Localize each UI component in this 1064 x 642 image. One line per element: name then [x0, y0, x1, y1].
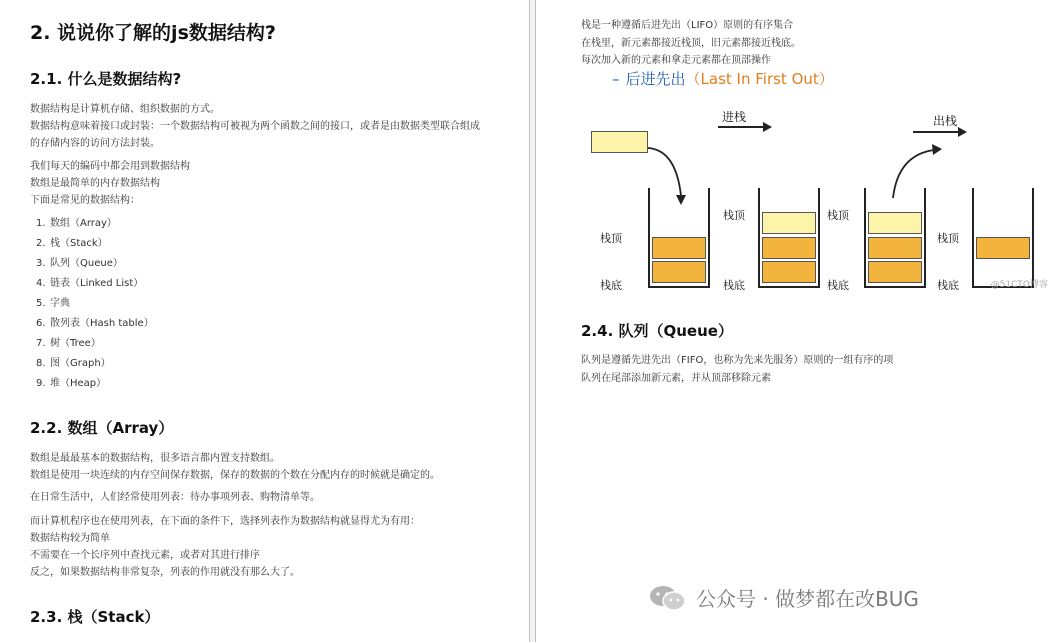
paragraph-line: 每次加入新的元素和拿走元素都在顶部操作 — [581, 55, 771, 66]
stack-block — [868, 261, 922, 283]
heading-2-1: 2.1. 什么是数据结构? — [30, 70, 182, 88]
paragraph-line: 数组是使用一块连续的内存空间保存数据，保存的数据的个数在分配内存的时候就是确定的。 — [30, 470, 440, 481]
stack-bottom-label: 栈底 — [937, 279, 959, 292]
data-structure-list — [36, 214, 154, 394]
paragraph-line: 数组是最最基本的数据结构，很多语言都内置支持数组。 — [30, 453, 280, 464]
stack-bottom-label: 栈底 — [827, 279, 849, 292]
list-item: 4. 链表（Linked List） — [36, 278, 144, 289]
paragraph-line: 数据结构较为简单 — [30, 533, 110, 544]
stack-top-label: 栈顶 — [723, 209, 745, 222]
stack-block — [652, 237, 706, 259]
paragraph-line: 的存储内容的访问方法封装。 — [30, 138, 160, 149]
list-item: 3. 队列（Queue） — [36, 258, 123, 269]
list-item: 2. 栈（Stack） — [36, 238, 108, 249]
wechat-watermark — [648, 583, 919, 612]
list-item: 9. 堆（Heap） — [36, 378, 107, 389]
paragraph-line: 下面是常见的数据结构： — [30, 195, 140, 206]
stack-block — [976, 237, 1030, 259]
right-page — [536, 0, 1064, 642]
stack-block — [652, 261, 706, 283]
paragraph-line: 在日常生活中，人们经常使用列表：待办事项列表、购物清单等。 — [30, 492, 320, 503]
stack-block — [868, 237, 922, 259]
push-label: 进栈 — [722, 110, 747, 124]
paragraph-line: 在栈里，新元素都接近栈顶，旧元素都接近栈底。 — [581, 38, 801, 49]
paragraph-line: 数组是最简单的内存数据结构 — [30, 178, 160, 189]
paragraph-line: 而计算机程序也在使用列表，在下面的条件下，选择列表作为数据结构就显得尤为有用： — [30, 516, 420, 527]
stack-container — [864, 188, 926, 288]
stack-block — [868, 212, 922, 234]
pop-label: 出栈 — [933, 114, 958, 128]
paragraph-line: 不需要在一个长序列中查找元素，或者对其进行排序 — [30, 550, 260, 561]
wechat-account-text: 公众号 · 做梦都在改BUG — [696, 587, 919, 611]
wechat-icon — [648, 584, 688, 612]
paragraph-line: 反之，如果数据结构非常复杂，列表的作用就没有那么大了。 — [30, 567, 300, 578]
list-item: 1. 数组（Array） — [36, 218, 117, 229]
lifo-slogan: – 后进先出（Last In First Out） — [612, 70, 834, 88]
stack-top-label: 栈顶 — [937, 232, 959, 245]
paragraph-line: 栈是一种遵循后进先出（LIFO）原则的有序集合 — [581, 20, 794, 31]
paragraph-line: 队列在尾部添加新元素，并从顶部移除元素 — [581, 373, 771, 384]
stack-container — [648, 188, 710, 288]
stack-top-label: 栈顶 — [827, 209, 849, 222]
paragraph-line: 数据结构意味着接口或封装：一个数据结构可被视为两个函数之间的接口，或者是由数据类型联合组成 — [30, 121, 480, 132]
stack-bottom-label: 栈底 — [600, 279, 622, 292]
paragraph-line: 我们每天的编码中都会用到数据结构 — [30, 161, 190, 172]
stack-block — [762, 237, 816, 259]
stack-bottom-label: 栈底 — [723, 279, 745, 292]
stack-top-label: 栈顶 — [600, 232, 622, 245]
stack-container — [972, 188, 1034, 288]
left-page — [0, 0, 528, 642]
list-item: 5. 字典 — [36, 298, 70, 309]
page-divider — [529, 0, 536, 642]
list-item: 8. 图（Graph） — [36, 358, 111, 369]
section-title: 2. 说说你了解的js数据结构? — [30, 22, 276, 44]
paragraph-line: 队列是遵循先进先出（FIFO，也称为先来先服务）原则的一组有序的项 — [581, 355, 894, 366]
heading-2-3: 2.3. 栈（Stack） — [30, 608, 160, 626]
heading-2-4: 2.4. 队列（Queue） — [581, 322, 733, 340]
stack-block — [762, 212, 816, 234]
list-item: 6. 散列表（Hash table） — [36, 318, 154, 329]
diagram-watermark: @51CTO博客 — [990, 280, 1048, 290]
heading-2-2: 2.2. 数组（Array） — [30, 419, 174, 437]
stack-block — [762, 261, 816, 283]
new-element-block — [591, 131, 648, 153]
paragraph-line: 数据结构是计算机存储、组织数据的方式。 — [30, 104, 220, 115]
list-item: 7. 树（Tree） — [36, 338, 101, 349]
stack-container — [758, 188, 820, 288]
